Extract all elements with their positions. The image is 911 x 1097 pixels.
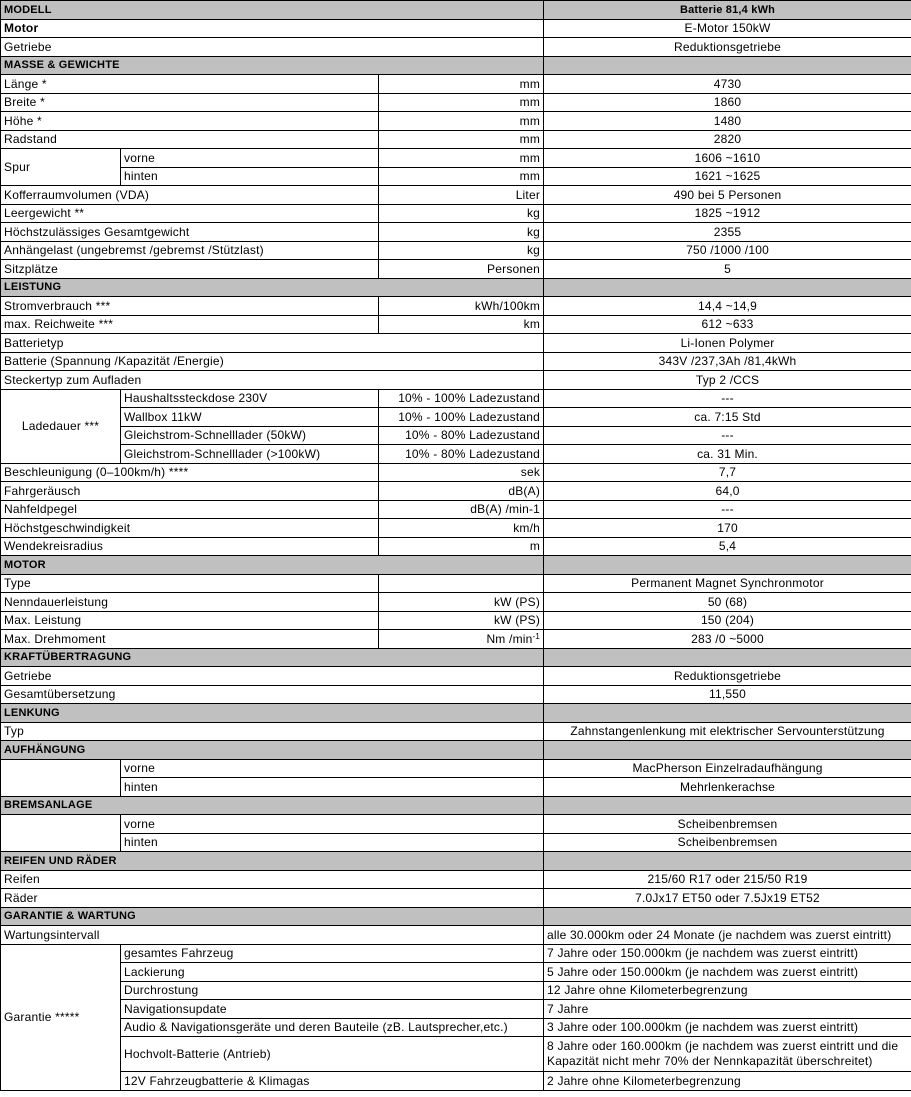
table-row [1, 371, 911, 390]
unit-sup: -1 [532, 631, 541, 641]
row-value: 1860 [544, 93, 911, 112]
motor-value: E-Motor 150kW [544, 19, 911, 38]
table-row [1, 519, 911, 538]
row-value: 5 [544, 260, 911, 279]
row-label: Höchstzulässiges Gesamtgewicht [1, 223, 379, 242]
table-row [1, 482, 911, 501]
section-title: MASSE & GEWICHTE [1, 56, 544, 75]
row-value: 5,4 [544, 537, 911, 556]
section-title: REIFEN UND RÄDER [1, 852, 544, 871]
lade-type: Haushaltssteckdose 230V [121, 389, 379, 408]
table-row [1, 186, 911, 205]
table-row [1, 93, 911, 112]
row-unit: kW (PS) [379, 593, 544, 612]
row-label: Max. Leistung [1, 611, 379, 630]
table-row [1, 611, 911, 630]
section-fill [544, 556, 911, 575]
row-label: Max. Drehmoment [1, 630, 379, 649]
row-value: Reduktionsgetriebe [544, 667, 911, 686]
row-label: Wendekreisradius [1, 537, 379, 556]
lade-range: 10% - 100% Ladezustand [379, 408, 544, 427]
row-label: Batterietyp [1, 334, 544, 353]
lade-range: 10% - 80% Ladezustand [379, 445, 544, 464]
row-label: Batterie (Spannung /Kapazität /Energie) [1, 352, 544, 371]
row-label: Sitzplätze [1, 260, 379, 279]
garantie-item: 12V Fahrzeugbatterie & Klimagas [121, 1072, 544, 1091]
section-masse [1, 56, 911, 75]
table-row [1, 223, 911, 242]
table-row [1, 149, 911, 168]
table-row [1, 389, 911, 408]
table-row [1, 1018, 911, 1037]
row-label: Steckertyp zum Aufladen [1, 371, 544, 390]
table-row [1, 426, 911, 445]
getriebe-value: Reduktionsgetriebe [544, 38, 911, 57]
row-label: Leergewicht ** [1, 204, 379, 223]
row-value: 490 bei 5 Personen [544, 186, 911, 205]
row-unit: kg [379, 204, 544, 223]
row-unit: kWh/100km [379, 297, 544, 316]
row-label: Beschleunigung (0–100km/h) **** [1, 463, 379, 482]
row-label: Nahfeldpegel [1, 500, 379, 519]
table-row [1, 778, 911, 797]
table-row [1, 204, 911, 223]
row-label: max. Reichweite *** [1, 315, 379, 334]
section-bremsen [1, 796, 911, 815]
table-row [1, 889, 911, 908]
section-motor [1, 556, 911, 575]
row-label: Getriebe [1, 667, 544, 686]
row-value: 283 /0 ~5000 [544, 630, 911, 649]
spur-label: Spur [1, 149, 121, 186]
row-unit [379, 574, 544, 593]
row-value: Scheibenbremsen [544, 833, 911, 852]
row-unit: mm [379, 75, 544, 94]
table-row [1, 722, 911, 741]
row-value: 343V /237,3Ah /81,4kWh [544, 352, 911, 371]
row-value: Permanent Magnet Synchronmotor [544, 574, 911, 593]
garantie-value: 7 Jahre [544, 1000, 911, 1019]
row-unit: sek [379, 463, 544, 482]
section-lenkung [1, 704, 911, 723]
table-row [1, 241, 911, 260]
lade-type: Wallbox 11kW [121, 408, 379, 427]
row-value: Typ 2 /CCS [544, 371, 911, 390]
garantie-value: 3 Jahre oder 100.000km (je nachdem was zuerst eintritt) [544, 1018, 911, 1037]
row-unit: mm [379, 93, 544, 112]
garantie-item: Hochvolt-Batterie (Antrieb) [121, 1037, 544, 1072]
table-row [1, 334, 911, 353]
row-label: hinten [121, 833, 544, 852]
section-title: MOTOR [1, 556, 544, 575]
section-fill [544, 796, 911, 815]
row-unit: mm [379, 130, 544, 149]
table-row [1, 833, 911, 852]
table-row [1, 667, 911, 686]
garantie-item: Lackierung [121, 963, 544, 982]
table-row [1, 870, 911, 889]
table-row [1, 75, 911, 94]
row-value: 150 (204) [544, 611, 911, 630]
garantie-value: 8 Jahre oder 160.000km (je nachdem was zuerst eintritt und die Kapazität nicht mehr 70% der Nennkapazität überschreitet) [544, 1037, 911, 1072]
row-value: 11,550 [544, 685, 911, 704]
row-label: Kofferraumvolumen (VDA) [1, 186, 379, 205]
section-title: KRAFTÜBERTRAGUNG [1, 648, 544, 667]
section-fill [544, 852, 911, 871]
section-kraft [1, 648, 911, 667]
row-value: 2820 [544, 130, 911, 149]
table-row [1, 593, 911, 612]
getriebe-label: Getriebe [1, 38, 544, 57]
section-reifen [1, 852, 911, 871]
getriebe-row [1, 38, 911, 57]
table-row [1, 408, 911, 427]
garantie-item: Durchrostung [121, 981, 544, 1000]
table-row [1, 297, 911, 316]
row-label: Höhe * [1, 112, 379, 131]
lade-range: 10% - 100% Ladezustand [379, 389, 544, 408]
row-unit: dB(A) [379, 482, 544, 501]
lade-value: --- [544, 426, 911, 445]
row-label: vorne [121, 815, 544, 834]
spur-hinten-value: 1621 ~1625 [544, 167, 911, 186]
row-unit: km [379, 315, 544, 334]
row-value: 612 ~633 [544, 315, 911, 334]
row-value: 170 [544, 519, 911, 538]
row-value: 750 /1000 /100 [544, 241, 911, 260]
row-value: Zahnstangenlenkung mit elektrischer Servounterstützung [544, 722, 911, 741]
row-label: Breite * [1, 93, 379, 112]
spur-vorne-label: vorne [121, 149, 379, 168]
row-unit: kg [379, 223, 544, 242]
row-unit: Personen [379, 260, 544, 279]
section-fill [544, 907, 911, 926]
row-label: Anhängelast (ungebremst /gebremst /Stützlast) [1, 241, 379, 260]
row-unit: Liter [379, 186, 544, 205]
empty-label [1, 815, 121, 852]
row-value: 1480 [544, 112, 911, 131]
section-fill [544, 56, 911, 75]
row-unit: mm [379, 149, 544, 168]
row-value: 50 (68) [544, 593, 911, 612]
row-label: Gesamtübersetzung [1, 685, 544, 704]
table-row [1, 926, 911, 945]
row-label: Höchstgeschwindigkeit [1, 519, 379, 538]
section-fill [544, 704, 911, 723]
table-row [1, 260, 911, 279]
lade-type: Gleichstrom-Schnelllader (>100kW) [121, 445, 379, 464]
table-row [1, 574, 911, 593]
garantie-item: gesamtes Fahrzeug [121, 944, 544, 963]
lade-value: --- [544, 389, 911, 408]
row-value: 2355 [544, 223, 911, 242]
section-title: BREMSANLAGE [1, 796, 544, 815]
garantie-value: 7 Jahre oder 150.000km (je nachdem was zuerst eintritt) [544, 944, 911, 963]
section-title: LENKUNG [1, 704, 544, 723]
table-row [1, 445, 911, 464]
table-row [1, 112, 911, 131]
section-title: AUFHÄNGUNG [1, 741, 544, 760]
row-unit [379, 630, 544, 649]
section-aufhaengung [1, 741, 911, 760]
modell-label: MODELL [1, 1, 544, 20]
row-value: --- [544, 500, 911, 519]
row-label: Wartungsintervall [1, 926, 544, 945]
row-label: Länge * [1, 75, 379, 94]
lade-value: ca. 7:15 Std [544, 408, 911, 427]
garantie-item: Navigationsupdate [121, 1000, 544, 1019]
row-unit: mm [379, 112, 544, 131]
section-fill [544, 648, 911, 667]
table-row [1, 1072, 911, 1091]
section-leistung [1, 278, 911, 297]
row-value: 14,4 ~14,9 [544, 297, 911, 316]
motor-row [1, 19, 911, 38]
row-unit: mm [379, 167, 544, 186]
lade-range: 10% - 80% Ladezustand [379, 426, 544, 445]
row-unit: kW (PS) [379, 611, 544, 630]
row-unit: kg [379, 241, 544, 260]
lade-value: ca. 31 Min. [544, 445, 911, 464]
table-row [1, 130, 911, 149]
row-value: MacPherson Einzelradaufhängung [544, 759, 911, 778]
table-row [1, 963, 911, 982]
table-row [1, 759, 911, 778]
section-fill [544, 741, 911, 760]
battery-header: Batterie 81,4 kWh [544, 1, 911, 20]
row-unit: m [379, 537, 544, 556]
table-row [1, 685, 911, 704]
section-fill [544, 278, 911, 297]
spur-hinten-label: hinten [121, 167, 379, 186]
row-label: Type [1, 574, 379, 593]
garantie-value: 12 Jahre ohne Kilometerbegrenzung [544, 981, 911, 1000]
row-value: 7,7 [544, 463, 911, 482]
row-value: Li-Ionen Polymer [544, 334, 911, 353]
table-row [1, 500, 911, 519]
row-label: Radstand [1, 130, 379, 149]
table-row [1, 463, 911, 482]
garantie-item: Audio & Navigationsgeräte und deren Bauteile (zB. Lautsprecher,etc.) [121, 1018, 544, 1037]
garantie-value: 5 Jahre oder 150.000km (je nachdem was zuerst eintritt) [544, 963, 911, 982]
table-row [1, 352, 911, 371]
row-value: Mehrlenkerachse [544, 778, 911, 797]
row-value: 4730 [544, 75, 911, 94]
table-row [1, 944, 911, 963]
empty-label [1, 759, 121, 796]
table-row [1, 981, 911, 1000]
row-label: vorne [121, 759, 544, 778]
row-label: Fahrgeräusch [1, 482, 379, 501]
table-row [1, 315, 911, 334]
lade-type: Gleichstrom-Schnelllader (50kW) [121, 426, 379, 445]
motor-label: Motor [1, 19, 544, 38]
table-row [1, 537, 911, 556]
table-row [1, 630, 911, 649]
unit-text: Nm /min [486, 631, 533, 646]
header-row [1, 1, 911, 20]
row-unit: km/h [379, 519, 544, 538]
table-row [1, 815, 911, 834]
table-row [1, 167, 911, 186]
row-value: Scheibenbremsen [544, 815, 911, 834]
row-label: Nenndauerleistung [1, 593, 379, 612]
ladedauer-label: Ladedauer *** [1, 389, 121, 463]
garantie-label: Garantie ***** [1, 944, 121, 1090]
section-garantie [1, 907, 911, 926]
row-label: Stromverbrauch *** [1, 297, 379, 316]
spur-vorne-value: 1606 ~1610 [544, 149, 911, 168]
row-value: 64,0 [544, 482, 911, 501]
row-unit: dB(A) /min-1 [379, 500, 544, 519]
table-row [1, 1037, 911, 1072]
row-value: 215/60 R17 oder 215/50 R19 [544, 870, 911, 889]
garantie-value: 2 Jahre ohne Kilometerbegrenzung [544, 1072, 911, 1091]
table-row [1, 1000, 911, 1019]
row-value: 1825 ~1912 [544, 204, 911, 223]
section-title: LEISTUNG [1, 278, 544, 297]
row-label: Räder [1, 889, 544, 908]
section-title: GARANTIE & WARTUNG [1, 907, 544, 926]
row-value: 7.0Jx17 ET50 oder 7.5Jx19 ET52 [544, 889, 911, 908]
row-label: Typ [1, 722, 544, 741]
row-label: hinten [121, 778, 544, 797]
row-label: Reifen [1, 870, 544, 889]
row-value: alle 30.000km oder 24 Monate (je nachdem was zuerst eintritt) [544, 926, 911, 945]
